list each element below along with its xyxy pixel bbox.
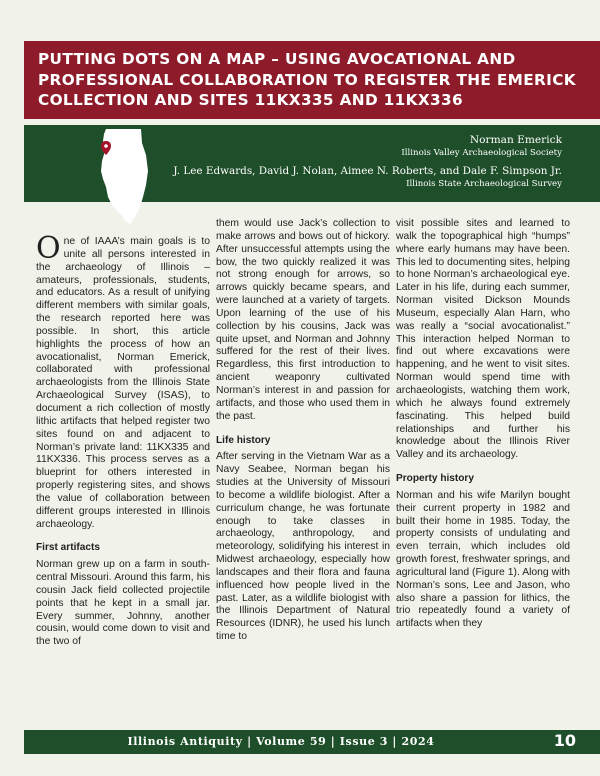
footer-banner <box>24 730 600 754</box>
drop-cap: O <box>36 231 61 266</box>
column-1 <box>36 231 210 660</box>
first-artifacts-paragraph-end: them would use Jack’s collection to make arrows and bows out of hickory. After unsuccessful attempts using the bow, the two quickly realized it was not strong enough for arrows, so arrows quickly became spears, and were launched at a variety of targets. Upon learning of the use of his collection by his cousins, Jack was quite upset, and Norman and Johnny suffered for the rest of their lives. Regardless, this first introduction to ancient weaponry cultivated Norman’s interest in and passion for artifacts, and those who used them in the past. <box>216 218 390 422</box>
intro-paragraph <box>36 231 210 531</box>
author-names-2: J. Lee Edwards, David J. Nolan, Aimee N. Roberts, and Dale F. Simpson Jr. <box>173 165 562 177</box>
journal-citation: Illinois Antiquity | Volume 59 | Issue 3 | 2024 <box>127 735 435 748</box>
author-name-1: Norman Emerick <box>469 134 562 146</box>
author-affiliation-1: Illinois Valley Archaeological Society <box>401 148 562 158</box>
illinois-state-map-icon <box>100 127 152 225</box>
page-number: 10 <box>553 731 576 750</box>
life-history-paragraph-end: visit possible sites and learned to walk the topographical high “humps” where early humans may have been. This led to documenting sites, helping to hone Norman’s archaeological eye. Later in his life, during each summer, Norman visited Dickson Mounds Museum, especially Alan Harn, who was really a “social avocationalist.” This interaction helped Norman to find out where excavations were happening, and he went to visit sites. Norman would spend time with archaeologists, watching them work, which he always found extremely fascinating. This helped build relationships and further his knowledge about the Illinois River Valley and its archaeology. <box>396 218 570 461</box>
illinois-map-graphic <box>100 127 152 225</box>
column-2 <box>216 218 390 655</box>
life-history-paragraph-start: After serving in the Vietnam War as a Navy Seabee, Norman began his studies at the University of Missouri to become a wildlife biologist. After a curriculum change, he was fortunate enough to take classes in archaeology, anthropology, and meteorology, solidifying his interest in Midwest archaeology, especially how landscapes and their flora and fauna influenced how people lived in the past. Later, as a wildlife biologist with the Illinois Department of Natural Resources (IDNR), he used his lunch time to <box>216 451 390 643</box>
heading-first-artifacts: First artifacts <box>36 542 100 554</box>
title-banner <box>24 41 600 119</box>
article-title: PUTTING DOTS ON A MAP – USING AVOCATIONAL AND PROFESSIONAL COLLABORATION TO REGISTER THE EMERICK COLLECTION AND SITES 11KX335 AND 11KX336 <box>38 50 576 109</box>
heading-property-history: Property history <box>396 473 474 485</box>
column-3 <box>396 218 570 642</box>
heading-life-history: Life history <box>216 434 271 446</box>
property-history-paragraph: Norman and his wife Marilyn bought their current property in 1982 and built their home in 1985. Today, the property consists of undulating and even terrain, which includes old growth forest, freshwater springs, and agricultural land (Figure 1). Along with Norman’s sons, Lee and Jason, who also share a passion for lithics, the trio repeatedly found a variety of artifacts when they <box>396 489 570 630</box>
author-affiliation-2: Illinois State Archaeological Survey <box>406 179 562 189</box>
first-artifacts-paragraph-start: Norman grew up on a farm in south-central Missouri. Around this farm, his cousin Jack field collected projectile points that he kept in a small jar. Every summer, Johnny, another cousin, would come down to visit and the two of <box>36 559 210 648</box>
intro-text: ne of IAAA’s main goals is to unite all persons interested in the archaeology of Illinois – amateurs, professionals, students, and educators. As a result of unifying different members with similar goals, the research reported here was possible. In short, this article highlights the process of how an avocationalist, Norman Emerick, collaborated with professional archaeologists from the Illinois State Archaeological Survey (ISAS), to document a rich collection of mostly lithic artifacts that helped register two sites found on and adjacent to Norman’s private land: 11KX335 and 11KX336. This process serves as a blueprint for others interested in properly registering sites, and shows the value of collaboration between different groups interested in Illinois archaeology. <box>36 236 210 530</box>
